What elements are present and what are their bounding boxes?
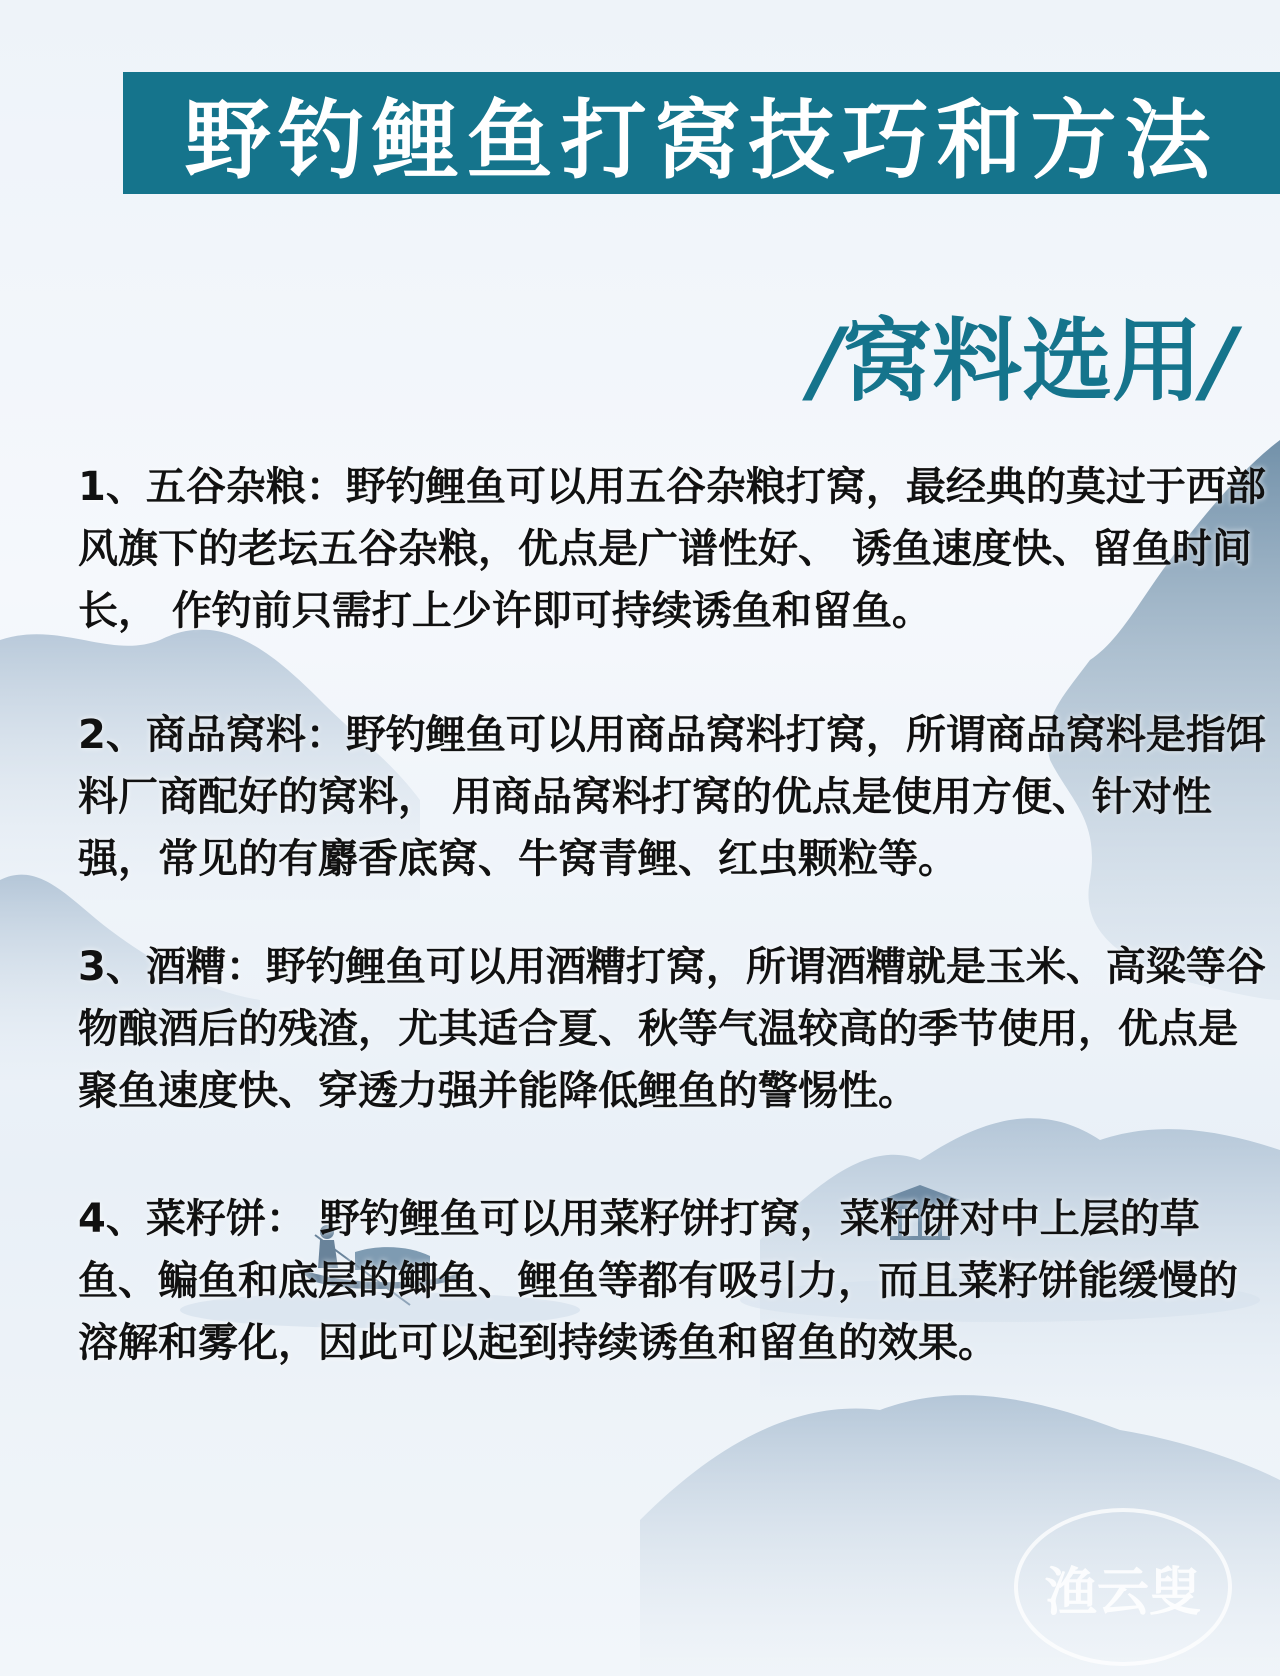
section-heading-text: 窝料选用 <box>842 308 1203 414</box>
page-title: 野钓鲤鱼打窝技巧和方法 <box>184 90 1219 191</box>
paragraph-distillers-grains: 3、酒糟：野钓鲤鱼可以用酒糟打窝，所谓酒糟就是玉米、高粱等谷物酿酒后的残渣，尤其适合夏、秋等气温较高的季节使用，优点是聚鱼速度快、穿透力强并能降低鲤鱼的警惕性。 <box>78 944 1266 1114</box>
title-banner <box>123 72 1280 194</box>
watermark-stamp <box>1014 1508 1232 1666</box>
slash-left: / <box>809 308 843 414</box>
slash-right: / <box>1202 308 1235 414</box>
paragraph-rapeseed-cake: 4、菜籽饼： 野钓鲤鱼可以用菜籽饼打窝，菜籽饼对中上层的草鱼、鳊鱼和底层的鲫鱼、鲤鱼等都有吸引力，而且菜籽饼能缓慢的溶解和雾化，因此可以起到持续诱鱼和留鱼的效果。 <box>78 1196 1238 1366</box>
paragraph-grains: 1、五谷杂粮：野钓鲤鱼可以用五谷杂粮打窝，最经典的莫过于西部风旗下的老坛五谷杂粮，优点是广谱性好、 诱鱼速度快、留鱼时间长， 作钓前只需打上少许即可持续诱鱼和留鱼。 <box>78 464 1266 634</box>
paragraph-commercial-bait: 2、商品窝料：野钓鲤鱼可以用商品窝料打窝，所谓商品窝料是指饵料厂商配好的窝料， 用商品窝料打窝的优点是使用方便、针对性强，常见的有麝香底窝、牛窝青鲤、红虫颗粒等。 <box>78 712 1266 882</box>
section-heading <box>809 288 1235 418</box>
watermark-text: 渔云叟 <box>1044 1562 1201 1623</box>
content-body <box>78 456 1268 1436</box>
